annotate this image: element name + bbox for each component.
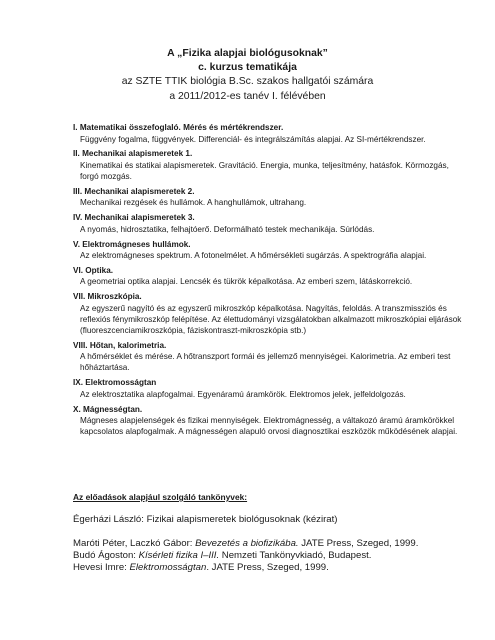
textbook-publisher: JATE Press, Szeged, 1999. [298, 538, 419, 549]
section-heading: II. Mechanikai alapismeretek 1. [73, 149, 193, 159]
section-body: A geometriai optika alapjai. Lencsék és tükrök képalkotása. Az emberi szem, látáskorrekció. [80, 277, 413, 287]
title-line-3: az SZTE TTIK biológia B.Sc. szakos hallgatói számára [121, 76, 374, 88]
textbook-1 [73, 514, 337, 525]
section-7 [73, 292, 463, 336]
textbooks-heading: Az előadások alapjául szolgáló tankönyvek: [73, 492, 248, 502]
textbook-title: Elektromosságtan [129, 562, 207, 573]
section-heading: IV. Mechanikai alapismeretek 3. [73, 213, 195, 223]
textbook-3 [73, 550, 371, 561]
syllabus-sections [73, 123, 463, 442]
section-body: Az egyszerű nagyító és az egyszerű mikroszkóp képalkotása. Nagyítás, feloldás. A transzmissziós és reflexiós fénymikroszkóp felépítése. Az élettudományi vizsgálatokban alkalmazott mikroszkópiai eljárások (fluoreszcenciamikroszkópia, fáziskontraszt-mikroszkópia stb.) [80, 303, 462, 335]
section-heading: IX. Elektromosságtan [73, 378, 157, 388]
section-heading: I. Matematikai összefoglaló. Mérés és mértékrendszer. [73, 123, 284, 132]
section-6 [73, 266, 463, 288]
section-5 [73, 240, 463, 262]
section-10 [73, 405, 463, 438]
section-9 [73, 378, 463, 400]
title-line-4: a 2011/2012-es tanév I. félévében [169, 90, 326, 102]
section-body: Az elektromágneses spektrum. A fotonelmélet. A hőmérsékleti sugárzás. A spektrográfia alapjai. [80, 251, 427, 261]
document-title [0, 47, 495, 104]
section-body: Az elektrosztatika alapfogalmai. Egyenáramú áramkörök. Elektromos jelek, jelfeldolgozás. [80, 389, 406, 399]
section-heading: VII. Mikroszkópia. [73, 292, 142, 302]
textbook-publisher: Nemzeti Tankönyvkiadó, Budapest. [219, 550, 372, 561]
section-1 [73, 123, 463, 145]
section-heading: X. Mágnességtan. [73, 404, 143, 414]
textbook-2 [73, 538, 418, 549]
title-line-2: c. kurzus tematikája [198, 62, 297, 74]
textbook-author: Budó Ágoston: [73, 550, 139, 561]
textbook-text: Égerházi László: Fizikai alapismeretek biológusoknak (kézirat) [73, 514, 338, 525]
section-3 [73, 187, 463, 209]
section-body: Kinematikai és statikai alapismeretek. Gravitáció. Energia, munka, teljesítmény, hatásfok. Körmozgás, forgó mozgás. [80, 160, 449, 181]
section-heading: III. Mechanikai alapismeretek 2. [73, 186, 195, 196]
textbook-title: Bevezetés a biofizikába. [195, 538, 299, 549]
section-body: Függvény fogalma, függvények. Differenciál- és integrálszámítás alapjai. Az SI-mértékrendszer. [80, 134, 426, 144]
section-heading: VIII. Hőtan, kalorimetria. [73, 340, 167, 350]
textbook-title: Kísérleti fizika I–III. [138, 550, 220, 561]
section-2 [73, 149, 463, 182]
textbook-author: Hevesi Imre: [73, 562, 130, 573]
section-body: A nyomás, hidrosztatika, felhajtóerő. Deformálható testek mechanikája. Súrlódás. [80, 224, 375, 234]
section-body: Mágneses alapjelenségek és fizikai mennyiségek. Elektromágnesség, a váltakozó áramú áramkörökkel kapcsolatos alapfogalmak. A mágnességen alapuló orvosi diagnosztikai eszközök működésének alapjai. [80, 416, 458, 437]
title-line-1: A „Fizika alapjai biológusoknak” [167, 48, 328, 59]
section-body: A hőmérséklet és mérése. A hőtranszport formái és jellemző mennyiségei. Kalorimetria. Az emberi test hőháztartása. [80, 352, 451, 373]
textbook-4 [73, 562, 329, 573]
section-8 [73, 341, 463, 374]
textbook-author: Maróti Péter, Laczkó Gábor: [73, 538, 196, 549]
section-heading: V. Elektromágneses hullámok. [73, 239, 191, 249]
section-4 [73, 213, 463, 235]
section-heading: VI. Optika. [73, 265, 114, 275]
section-body: Mechanikai rezgések és hullámok. A hanghullámok, ultrahang. [80, 198, 307, 208]
textbook-publisher: . JATE Press, Szeged, 1999. [206, 562, 329, 573]
